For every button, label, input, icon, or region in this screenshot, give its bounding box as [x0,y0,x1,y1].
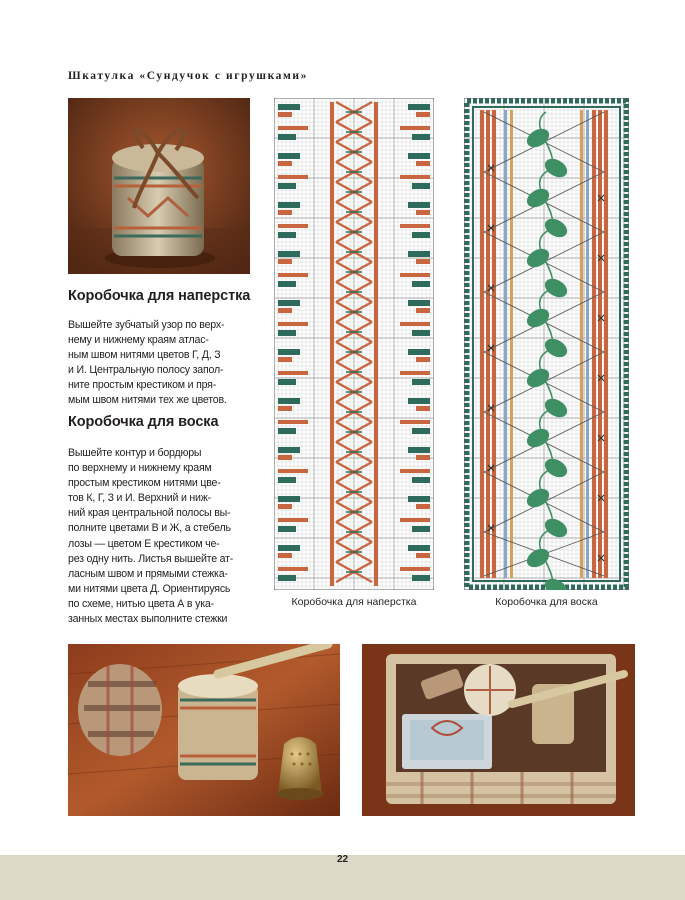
instructions-wax-box [68,446,250,627]
text-line: Вышейте зубчатый узор по верх- [68,319,225,331]
heading-wax-box: Коробочка для воска [68,414,219,430]
stitch-block [278,126,308,130]
stitch-band [604,110,608,578]
stitch-block [278,175,308,179]
stitch-block [416,112,430,117]
stitch-block [408,300,430,306]
stitch-block [278,349,300,355]
stitch-block [278,504,292,509]
stitch-block [416,259,430,264]
stitch-block [278,455,292,460]
stitch-block [412,428,430,434]
chart-thimble-box [274,98,434,590]
stitch-block [278,232,296,238]
text-line: и И. Центральную полосу запол- [68,364,224,377]
stitch-block [412,232,430,238]
stitch-block [278,183,296,189]
stitch-block [278,308,292,313]
photo-thimble-box [68,98,250,274]
stitch-block [278,469,308,473]
text-line: Вышейте контур и бордюры [68,447,202,459]
stitch-block [278,428,296,434]
text-line: рез одну нить. Листья вышейте ат- [68,552,234,565]
stitch-block [278,518,308,522]
caption-thimble-box: Коробочка для наперстка [291,596,417,608]
running-header: Шкатулка «Сундучок с игрушками» [68,70,309,82]
stitch-block [278,202,300,208]
stitch-line [374,102,378,586]
stitch-block [278,406,292,411]
stitch-block [278,567,308,571]
stitch-band [480,110,484,578]
text-line: лозы — цветом Е крестиком че- [68,537,220,550]
stitch-block [278,112,292,117]
stitch-block [278,357,292,362]
stitch-line [330,102,334,586]
stitch-block [416,406,430,411]
text-line: ний края центральной полосы вы- [68,507,231,520]
stitch-block [400,224,430,228]
stitch-block [416,161,430,166]
stitch-block [412,183,430,189]
stitch-block [278,477,296,483]
stitch-band [486,110,490,578]
stitch-block [400,420,430,424]
stitch-block [412,477,430,483]
stitch-block [408,398,430,404]
stitch-block [416,357,430,362]
stitch-band [492,110,496,578]
stitch-block [400,175,430,179]
text-line: ми нитями цвета Д. Ориентируясь [68,582,231,595]
stitch-block [412,330,430,336]
stitch-band [510,110,513,578]
stitch-block [412,379,430,385]
stitch-block [400,126,430,130]
stitch-block [278,447,300,453]
text-line: по схеме, нитью цвета А в ука- [68,597,214,610]
stitch-block [400,469,430,473]
stitch-block [408,447,430,453]
photo-treasure-box [362,644,635,816]
text-line: мым швом нитями тех же цветов. [68,394,227,407]
stitch-block [278,300,300,306]
stitch-block [408,496,430,502]
stitch-band [598,110,602,578]
stitch-block [416,455,430,460]
stitch-block [278,104,300,110]
stitch-block [278,134,296,140]
text-line: тов К, Г, З и И. Верхний и ниж- [68,492,211,505]
chart-wax-box [464,98,629,590]
stitch-block [278,210,292,215]
text-line: по верхнему и нижнему краям [68,462,212,475]
page-number: 22 [336,854,349,865]
stitch-band [592,110,596,578]
stitch-block [278,259,292,264]
stitch-block [278,224,308,228]
stitch-block [408,349,430,355]
text-line: ным швом нитями цветов Г, Д, З [68,349,221,362]
stitch-block [278,153,300,159]
stitch-block [278,575,296,581]
stitch-block [400,273,430,277]
stitch-block [278,420,308,424]
text-line: нему и нижнему краям атлас- [68,334,209,347]
stitch-band [580,110,583,578]
stitch-block [416,504,430,509]
stitch-block [278,322,308,326]
heading-thimble-box: Коробочка для наперстка [68,288,251,304]
caption-wax-box: Коробочка для воска [495,596,598,608]
stitch-block [412,281,430,287]
photo-thimble-box-open [68,644,340,816]
stitch-block [408,202,430,208]
stitch-block [400,371,430,375]
stitch-block [278,371,308,375]
stitch-block [278,330,296,336]
stitch-block [278,398,300,404]
stitch-block [412,134,430,140]
stitch-block [416,553,430,558]
stitch-band [504,110,507,578]
stitch-block [416,308,430,313]
stitch-block [278,161,292,166]
text-line: ласным швом и прямыми стежка- [68,567,228,580]
stitch-block [408,545,430,551]
stitch-block [400,567,430,571]
stitch-block [416,210,430,215]
stitch-block [278,273,308,277]
stitch-block [278,553,292,558]
stitch-block [278,526,296,532]
stitch-block [408,251,430,257]
stitch-block [408,153,430,159]
stitch-block [278,496,300,502]
stitch-block [400,518,430,522]
stitch-block [412,526,430,532]
text-line: простым крестиком нитями цве- [68,477,221,490]
stitch-block [278,281,296,287]
stitch-block [400,322,430,326]
stitch-block [278,545,300,551]
text-line: занных местах выполните стежки [68,613,228,626]
instructions-thimble-box [68,318,250,409]
stitch-block [278,251,300,257]
stitch-block [408,104,430,110]
text-line: полните цветами В и Ж, а стебель [68,522,231,535]
text-line: ните простым крестиком и пря- [68,379,217,392]
stitch-block [412,575,430,581]
stitch-block [278,379,296,385]
